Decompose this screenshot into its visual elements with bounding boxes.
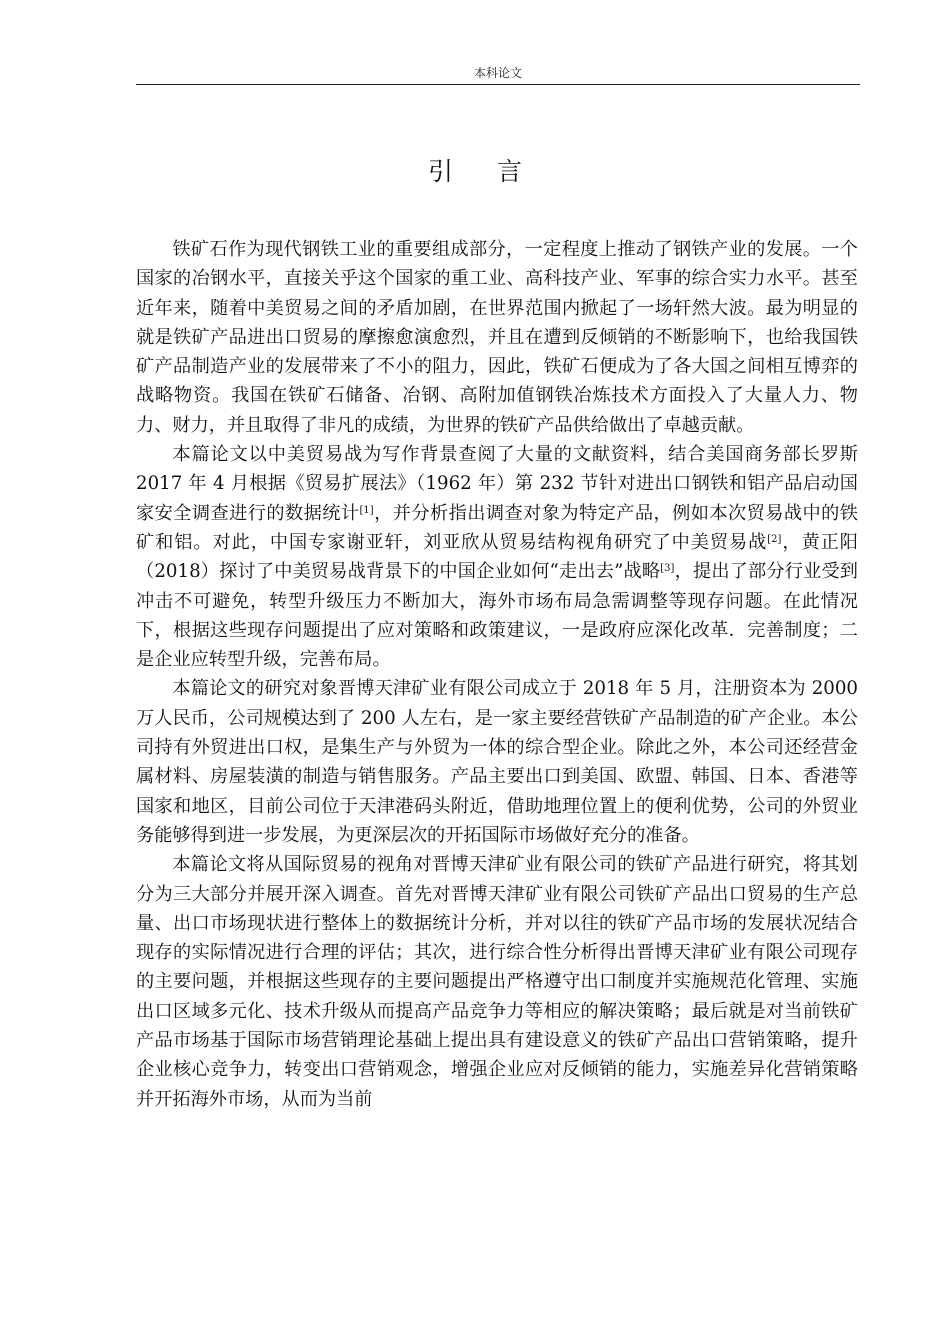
citation-ref-1: [1] bbox=[359, 504, 374, 516]
paragraph-2 bbox=[136, 440, 858, 674]
paragraph-text: 本篇论文以中美贸易战为写作背景查阅了大量的文献资料，结合美国商务部长罗斯 2017 年 4 月根据《贸易扩展法》（1962 年）第 232 节针对进出口钢铁和铝产品启动国家安全调查进行的数据统计 bbox=[136, 444, 858, 524]
running-header bbox=[136, 64, 860, 85]
section-title bbox=[0, 152, 950, 188]
paragraph-text: ，提出了部分行业受到冲击不可避免，转型升级压力不断加大，海外市场布局急需调整等现存问题。在此情况下，根据这些现存问题提出了应对策略和政策建议，一是政府应深化改革．完善制度；二是企业应转型升级，完善布局。 bbox=[136, 561, 858, 671]
section-title-char: 引 bbox=[427, 157, 453, 186]
body-text bbox=[136, 235, 858, 1114]
citation-ref-3: [3] bbox=[660, 563, 675, 575]
paragraph-4 bbox=[136, 850, 858, 1114]
running-header-text: 本科论文 bbox=[473, 66, 522, 80]
paragraph-text: 本篇论文的研究对象晋博天津矿业有限公司成立于 2018 年 5 月，注册资本为 2000 万人民币，公司规模达到了 200 人左右，是一家主要经营铁矿产品制造的矿产企业。本公司持有外贸进出口权，是集生产与外贸为一体的综合型企业。除此之外，本公司还经营金属材料、房屋装潢的制造与销售服务。产品主要出口到美国、欧盟、韩国、日本、香港等国家和地区，目前公司位于天津港码头附近，借助地理位置上的便利优势，公司的外贸业务能够得到进一步发展，为更深层次的开拓国际市场做好充分的准备。 bbox=[136, 678, 858, 846]
section-title-char: 言 bbox=[497, 157, 523, 186]
paragraph-3 bbox=[136, 674, 858, 850]
citation-ref-2: [2] bbox=[767, 533, 782, 545]
paragraph-text: ，黄正阳（2018）探讨了中美贸易战背景下的中国企业如何“走出去”战略 bbox=[136, 531, 858, 583]
paragraph-text: 铁矿石作为现代钢铁工业的重要组成部分，一定程度上推动了钢铁产业的发展。一个国家的冶钢水平，直接关乎这个国家的重工业、高科技产业、军事的综合实力水平。甚至近年来，随着中美贸易之间的矛盾加剧，在世界范围内掀起了一场轩然大波。最为明显的就是铁矿产品进出口贸易的摩擦愈演愈烈，并且在遭到反倾销的不断影响下，也给我国铁矿产品制造产业的发展带来了不小的阻力，因此，铁矿石便成为了各大国之间相互博弈的战略物资。我国在铁矿石储备、冶钢、高附加值钢铁冶炼技术方面投入了大量人力、物力、财力，并且取得了非凡的成绩，为世界的铁矿产品供给做出了卓越贡献。 bbox=[136, 239, 858, 436]
paragraph-1 bbox=[136, 235, 858, 440]
paragraph-text: 本篇论文将从国际贸易的视角对晋博天津矿业有限公司的铁矿产品进行研究，将其划分为三大部分并展开深入调查。首先对晋博天津矿业有限公司铁矿产品出口贸易的生产总量、出口市场现状进行整体上的数据统计分析，并对以往的铁矿产品市场的发展状况结合现存的实际情况进行合理的评估；其次，进行综合性分析得出晋博天津矿业有限公司现存的主要问题，并根据这些现存的主要问题提出严格遵守出口制度并实施规范化管理、实施出口区域多元化、技术升级从而提高产品竞争力等相应的解决策略；最后就是对当前铁矿产品市场基于国际市场营销理论基础上提出具有建设意义的铁矿产品出口营销策略，提升企业核心竞争力，转变出口营销观念，增强企业应对反倾销的能力，实施差异化营销策略并开拓海外市场，从而为当前 bbox=[136, 854, 858, 1110]
paragraph-text: ，并分析指出调查对象为特定产品，例如本次贸易战中的铁矿和铝。对此，中国专家谢亚轩，刘亚欣从贸易结构视角研究了中美贸易战 bbox=[136, 502, 858, 553]
